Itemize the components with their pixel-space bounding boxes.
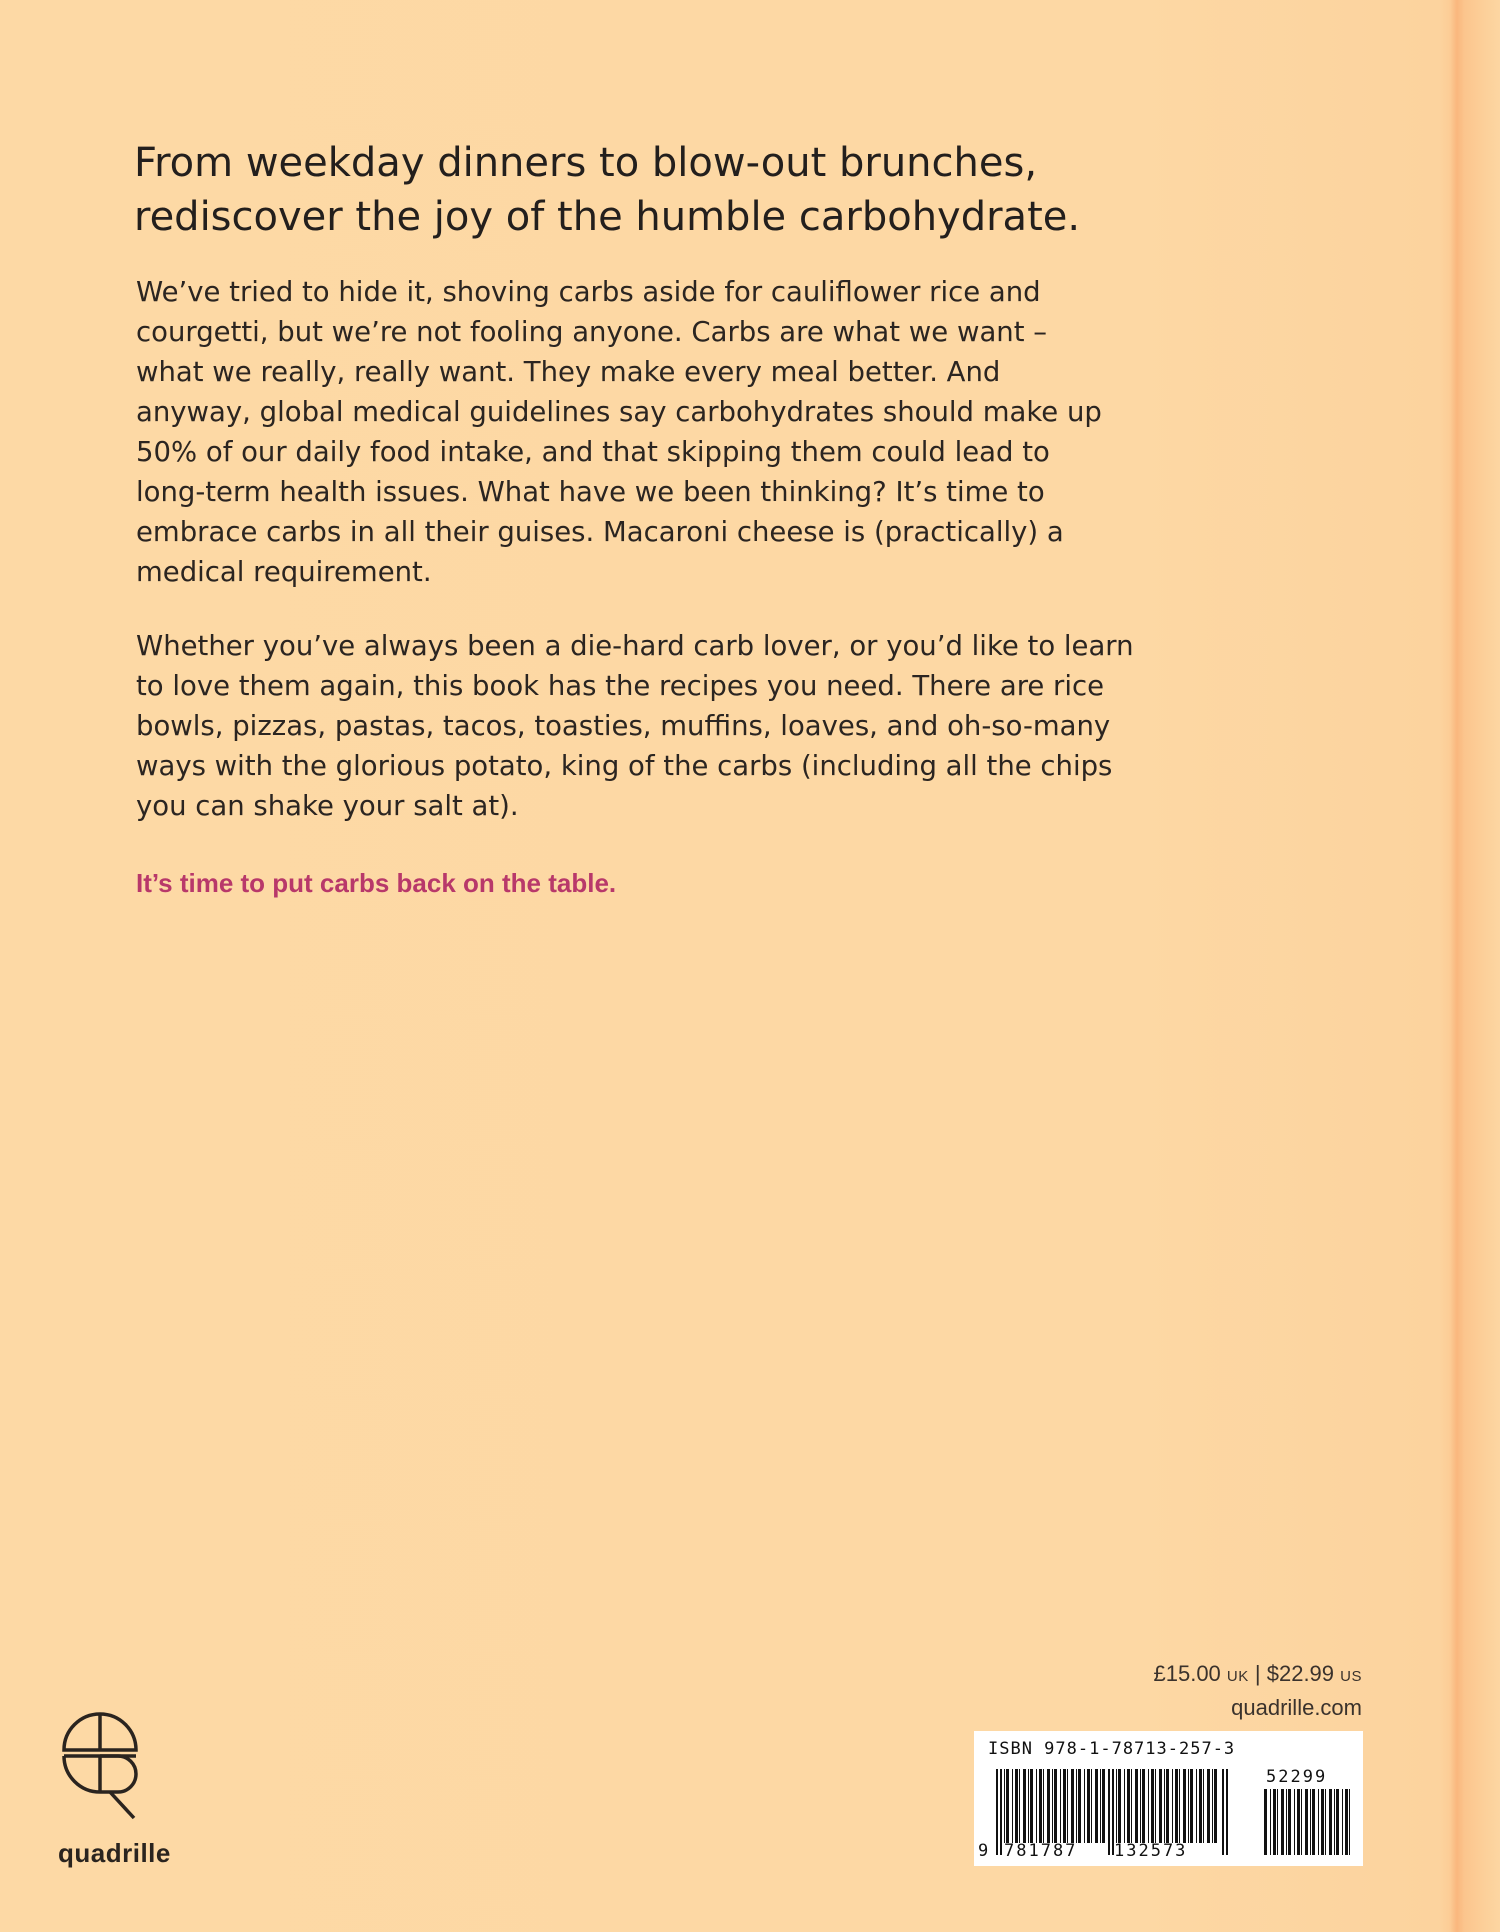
barcode-bar <box>1087 1769 1090 1843</box>
barcode-bar <box>1214 1769 1217 1843</box>
barcode-bar <box>1047 1769 1050 1843</box>
barcode-bar <box>1127 1769 1130 1843</box>
barcode-bar <box>1076 1769 1077 1843</box>
barcode-bar <box>1124 1769 1125 1843</box>
spine-edge <box>1450 0 1464 1932</box>
barcode-bar <box>1318 1789 1319 1855</box>
barcode-bar <box>1172 1769 1173 1843</box>
barcode-bar <box>1281 1789 1284 1855</box>
barcode-bar <box>1294 1789 1295 1855</box>
barcode-bar <box>1183 1769 1186 1843</box>
barcode-bar <box>1095 1769 1098 1843</box>
barcode-bar <box>1277 1789 1278 1855</box>
barcode-bar <box>1310 1789 1311 1855</box>
barcode-guard-bar <box>1000 1769 1002 1855</box>
barcode-bar <box>1063 1769 1066 1843</box>
barcode-bar <box>1212 1769 1213 1843</box>
barcode-guard-bar <box>996 1769 998 1855</box>
barcode-bar <box>1288 1789 1291 1855</box>
barcode-left-digits: 781787 <box>1004 1841 1078 1861</box>
barcode-bar <box>1179 1769 1180 1843</box>
barcode-bar <box>1148 1769 1149 1843</box>
barcode-bar <box>1142 1769 1145 1843</box>
barcode-bar <box>1207 1769 1210 1843</box>
tagline: It’s time to put carbs back on the table. <box>136 868 617 898</box>
barcode-bar <box>1012 1769 1013 1843</box>
barcode-bar <box>1116 1769 1117 1843</box>
barcode-bar <box>1188 1769 1189 1843</box>
price-line <box>1154 1658 1363 1692</box>
barcode-bar <box>1131 1769 1132 1843</box>
barcode-box <box>974 1731 1363 1866</box>
barcode-bar <box>1349 1789 1350 1855</box>
barcode-bar <box>1190 1769 1193 1843</box>
barcode-bar <box>1301 1789 1302 1855</box>
barcode-bar <box>1036 1769 1037 1843</box>
cover-headline: From weekday dinners to blow-out brunches, rediscover the joy of the humble carbohydrate. <box>134 140 1081 240</box>
barcode-bar <box>1084 1769 1085 1843</box>
barcode-bar <box>1196 1769 1197 1843</box>
barcode-bar <box>1054 1769 1057 1843</box>
barcode-bar <box>1305 1789 1308 1855</box>
price-block <box>1154 1658 1363 1723</box>
barcode-bar <box>1006 1769 1009 1843</box>
barcode-addon-digits: 52299 <box>1266 1767 1328 1787</box>
barcode-bar <box>1342 1789 1343 1855</box>
barcode-bar <box>1164 1769 1165 1843</box>
barcode-bar <box>1015 1769 1018 1843</box>
barcode-bar <box>1312 1789 1315 1855</box>
barcode-right-digits: 132573 <box>1114 1841 1188 1861</box>
barcode-bar <box>1071 1769 1074 1843</box>
uk-price: £15.00 <box>1153 1661 1221 1686</box>
barcode-bar <box>1100 1769 1101 1843</box>
barcode-bar <box>1325 1789 1326 1855</box>
barcode-bar <box>1203 1769 1204 1843</box>
barcode-bar <box>1334 1789 1335 1855</box>
barcode-bar <box>1043 1769 1044 1843</box>
barcode-bar <box>1151 1769 1154 1843</box>
barcode-bar <box>1039 1769 1042 1843</box>
barcode-bar <box>1140 1769 1141 1843</box>
barcode-bar <box>1118 1769 1121 1843</box>
barcode-bar <box>1135 1769 1138 1843</box>
barcode-bar <box>1004 1769 1005 1843</box>
barcode-bar <box>1078 1769 1081 1843</box>
barcode-bar <box>1067 1769 1068 1843</box>
us-label: US <box>1340 1668 1362 1685</box>
publisher-name: quadrille <box>58 1838 171 1868</box>
price-separator: | <box>1254 1661 1261 1686</box>
barcode-guard-bar <box>1226 1769 1228 1855</box>
isbn-label: ISBN 978-1-78713-257-3 <box>988 1739 1236 1759</box>
barcode-bar <box>1286 1789 1287 1855</box>
blurb-paragraph-1: We’ve tried to hide it, shoving carbs aside for cauliflower rice and courgetti, but we’re not fooling anyone. Carbs are what we want – what we really, really want. They make every meal better. And anyway, global medical guidelines say carbohydrates should make up 50% of our daily food intake, and that skipping them could lead to long-term health issues. What have we been thinking? It’s time to embrace carbs in all their guises. Macaroni cheese is (practically) a medical requirement. <box>136 276 1102 588</box>
us-price: $22.99 <box>1266 1661 1335 1686</box>
barcode-bar <box>1264 1789 1267 1855</box>
blurb-paragraph-2: Whether you’ve always been a die-hard carb lover, or you’d like to learn to love them again, this book has the recipes you need. There are rice bowls, pizzas, pastas, tacos, toasties, muffins, loaves, and oh-so-many ways with the glorious potato, king of the carbs (including all the chips you can shake your salt at). <box>136 630 1134 822</box>
website: quadrille.com <box>1231 1695 1362 1720</box>
barcode-bar <box>1019 1769 1020 1843</box>
barcode-bar <box>1329 1789 1332 1855</box>
barcode-bar <box>1336 1789 1339 1855</box>
uk-label: UK <box>1226 1668 1249 1685</box>
barcode-bar <box>1175 1769 1178 1843</box>
barcode-bar <box>1297 1789 1300 1855</box>
barcode-bar <box>1030 1769 1033 1843</box>
barcode-guard-bar <box>1222 1769 1224 1855</box>
barcode-bar <box>1155 1769 1156 1843</box>
quadrille-logo-icon <box>58 1690 142 1820</box>
barcode-bar <box>1199 1769 1202 1843</box>
barcode-guard-bar <box>1108 1769 1110 1855</box>
barcode-bar <box>1102 1769 1105 1843</box>
barcode-bar <box>1052 1769 1053 1843</box>
barcode-bar <box>1273 1789 1276 1855</box>
barcode-bar <box>1060 1769 1061 1843</box>
barcode-bar <box>1166 1769 1169 1843</box>
barcode-bar <box>1091 1769 1092 1843</box>
barcode-bar <box>1028 1769 1029 1843</box>
barcode-bar <box>1270 1789 1271 1855</box>
barcode-bar <box>1321 1789 1324 1855</box>
barcode-bar <box>1345 1789 1348 1855</box>
barcode-lead-digit: 9 <box>978 1841 991 1861</box>
barcode-bar <box>1159 1769 1162 1843</box>
barcode-bar <box>1023 1769 1026 1843</box>
